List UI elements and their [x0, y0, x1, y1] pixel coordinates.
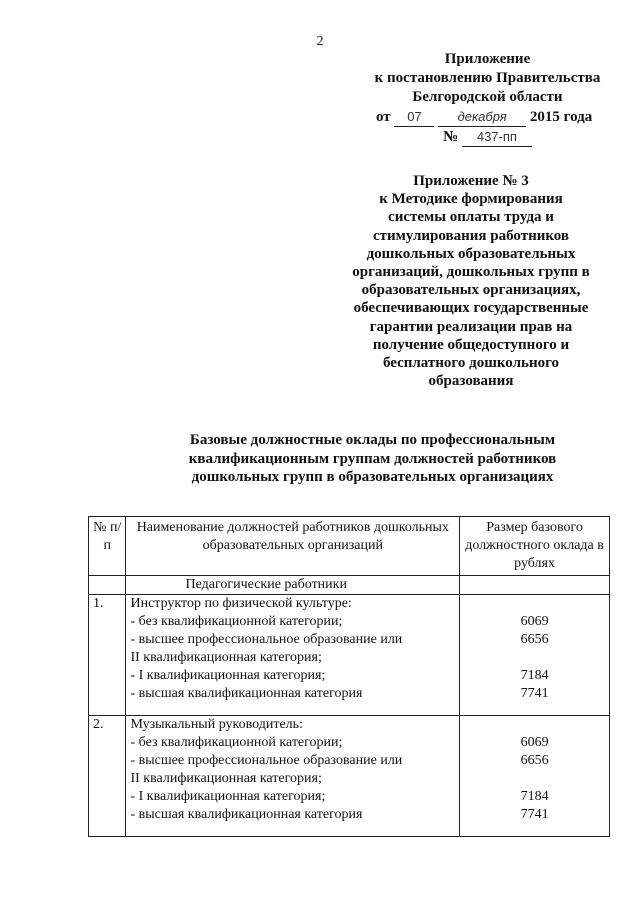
section-empty-cell [460, 576, 610, 595]
appendix-title: Приложение [444, 51, 531, 67]
appendix-subtitle: к постановлению Правительства [374, 70, 601, 86]
table-row [89, 595, 610, 716]
salary-value [464, 770, 605, 788]
appendix-date-line [350, 107, 625, 127]
appendix-3-line: получение общедоступного и [372, 336, 570, 353]
document-title [170, 431, 575, 487]
position-item: - высшее профессиональное образование или [130, 753, 403, 768]
page-number: 2 [316, 34, 324, 49]
position-item: - высшая квалификационная категория [130, 807, 363, 822]
salary-table [88, 516, 610, 837]
title-line: Базовые должностные оклады по профессиональным [189, 432, 556, 448]
section-label-cell [126, 576, 460, 595]
document-number: 437-пп [462, 127, 532, 147]
position-item: Инструктор по физической культуре: [130, 596, 352, 611]
salary-value: 7741 [520, 686, 549, 701]
salary-values [460, 595, 610, 716]
position-item: - без квалификационной категории; [130, 735, 343, 750]
salary-value: 6069 [520, 735, 549, 750]
appendix-3-line: обеспечивающих государственные [353, 300, 589, 317]
number-prefix: № [443, 129, 459, 145]
title-line: дошкольных групп в образовательных организациях [191, 469, 554, 485]
appendix-3-line: стимулирования работников [372, 227, 570, 244]
section-label: Педагогические работники [185, 577, 347, 592]
salary-value: 7741 [520, 807, 549, 822]
position-list [126, 595, 460, 716]
position-item: II квалификационная категория; [130, 771, 322, 786]
table-header-row [89, 517, 610, 576]
appendix-3-header [340, 172, 602, 390]
salary-value: 7184 [520, 789, 549, 804]
appendix-region: Белгородской области [412, 89, 563, 105]
appendix-3-line: организаций, дошкольных групп в [352, 264, 590, 281]
date-year: 2015 года [529, 109, 593, 125]
appendix-3-line: образования [428, 373, 514, 390]
salary-value [464, 649, 605, 667]
section-row [89, 576, 610, 595]
position-item: Музыкальный руководитель: [130, 717, 303, 732]
salary-value: 6069 [520, 614, 549, 629]
table-row [89, 716, 610, 837]
date-day: 07 [394, 107, 434, 127]
header-salary: Размер базового должностного оклада в рублях [460, 517, 610, 576]
appendix-3-line: Приложение № 3 [413, 173, 529, 189]
appendix-3-line: дошкольных образовательных [366, 245, 576, 262]
position-item: - высшая квалификационная категория [130, 686, 363, 701]
appendix-government-header [350, 50, 625, 147]
salary-value [464, 595, 605, 613]
appendix-3-line: образовательных организациях, [361, 282, 581, 299]
date-prefix: от [376, 109, 391, 125]
row-number: 2. [89, 716, 126, 837]
appendix-3-line: бесплатного дошкольного [382, 355, 560, 372]
salary-value: 7184 [520, 668, 549, 683]
position-item: II квалификационная категория; [130, 650, 322, 665]
salary-value: 6656 [520, 632, 549, 647]
position-item: - I квалификационная категория; [130, 668, 326, 683]
section-empty-cell [89, 576, 126, 595]
position-item: - I квалификационная категория; [130, 789, 326, 804]
header-position-name: Наименование должностей работников дошкольных образовательных организаций [126, 517, 460, 576]
appendix-3-line: гарантии реализации прав на [369, 318, 573, 335]
position-item: - без квалификационной категории; [130, 614, 343, 629]
position-list [126, 716, 460, 837]
appendix-number-line [350, 127, 625, 147]
row-number: 1. [89, 595, 126, 716]
date-month: декабря [438, 107, 526, 127]
appendix-3-line: системы оплаты труда и [388, 209, 554, 226]
salary-values [460, 716, 610, 837]
appendix-3-line: к Методике формирования [379, 191, 563, 208]
salary-value [464, 716, 605, 734]
header-number: № п/п [89, 517, 126, 576]
position-item: - высшее профессиональное образование или [130, 632, 403, 647]
salary-value: 6656 [520, 753, 549, 768]
title-line: квалификационным группам должностей работников [188, 450, 557, 467]
